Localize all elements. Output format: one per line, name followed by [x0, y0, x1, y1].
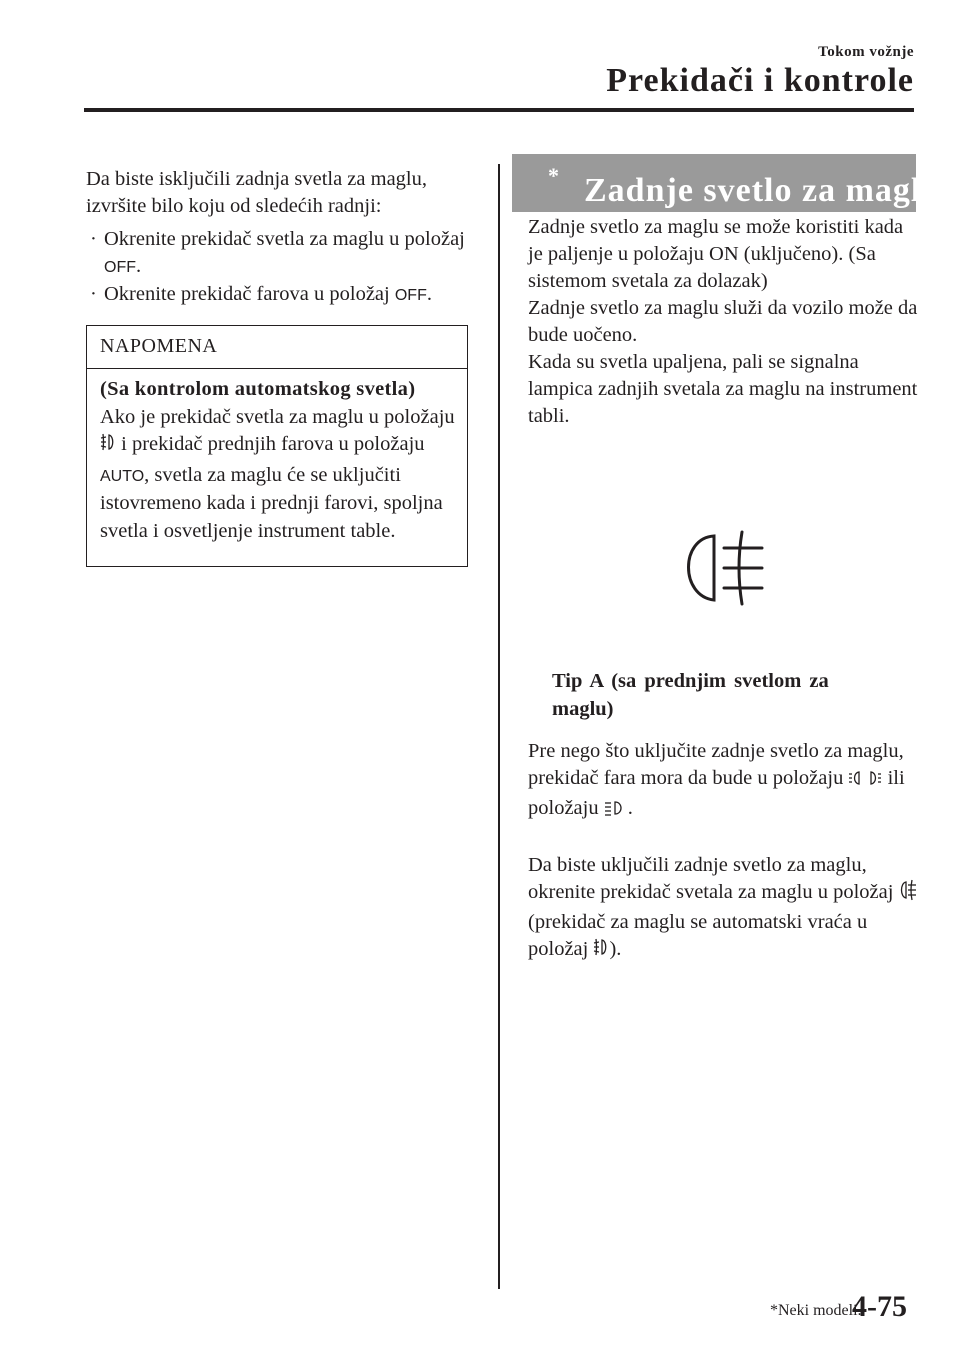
front-fog-light-icon [100, 431, 116, 462]
paragraph-4-text-b: ili položaju [528, 767, 905, 819]
bullet-text: Okrenite prekidač farova u položaj [104, 283, 390, 305]
chapter-label: Tokom vožnje [818, 44, 914, 60]
paragraph-1: Zadnje svetlo za maglu se može koristiti kada je paljenje u položaju ON (uključeno). (Sa sistemom svetala za dolazak) [528, 216, 904, 292]
column-divider [498, 164, 500, 1289]
rear-fog-light-icon [899, 879, 917, 909]
optional-equipment-mark: * [548, 163, 560, 188]
page-title: Prekidači i kontrole [606, 62, 914, 99]
paragraph-5 [528, 852, 918, 966]
paragraph-5-text-b: (prekidač za maglu se automatski vraća u položaj [528, 911, 868, 960]
note-text-1: Ako je prekidač svetla za maglu u položaju [100, 405, 455, 428]
paragraph-4-text-a: Pre nego što uključite zadnje svetlo za maglu, prekidač fara mora da bude u položaju [528, 740, 904, 789]
paragraph-5-text-a: Da biste uključili zadnje svetlo za maglu, okrenite prekidač svetala za maglu u položaj [528, 854, 894, 903]
note-text-2: i prekidač prednjih farova u položaju [121, 433, 425, 455]
footnote: *Neki modeli. [770, 1302, 862, 1319]
section-heading-text: Zadnje svetlo za maglu [584, 172, 942, 209]
paragraph-5-text-c: ). [609, 938, 622, 960]
note-text-3: , svetla za maglu će se uključiti istovremeno kada i prednji farovi, spoljna svetla i osvetljenje instrument table. [100, 463, 443, 542]
section-heading [548, 163, 942, 209]
period: . [136, 255, 142, 277]
period: . [627, 797, 633, 819]
note-heading: NAPOMENA [100, 335, 218, 357]
paragraph-4 [528, 738, 918, 825]
headlight-icon [604, 798, 628, 825]
note-body [100, 376, 457, 545]
header-divider [84, 108, 914, 112]
bullet-item-2 [86, 281, 470, 309]
front-fog-light-icon [593, 936, 609, 966]
note-subheading: (Sa kontrolom automatskog svetla) [100, 378, 416, 400]
bullet-dot: · [90, 283, 97, 305]
bullet-item-1 [86, 226, 470, 281]
figure-caption: Tip A (sa prednjim svetlom za maglu) [552, 670, 829, 720]
paragraph-2: Zadnje svetlo za maglu služi da vozilo može da bude uočeno. [528, 297, 918, 346]
auto-position-code: AUTO [100, 467, 145, 485]
left-column [86, 166, 470, 309]
bullet-text: Okrenite prekidač svetla za maglu u položaj [104, 228, 465, 250]
switch-position-code: OFF [104, 259, 136, 276]
intro-paragraph: Da biste isključili zadnja svetla za maglu, izvršite bilo koju od sledećih radnji: [86, 168, 427, 217]
right-intro [528, 214, 918, 430]
period: . [426, 283, 432, 305]
section-heading-bar [512, 154, 942, 212]
page-number: 4-75 [852, 1290, 907, 1323]
bullet-dot: · [90, 228, 97, 250]
right-instructions [528, 738, 918, 966]
rear-fog-light-icon [678, 530, 768, 615]
switch-position-code: OFF [394, 287, 427, 304]
parking-light-icon [848, 768, 882, 795]
paragraph-3: Kada su svetla upaljena, pali se signalna lampica zadnjih svetala za maglu na instrument tabli. [528, 351, 918, 427]
note-header [87, 326, 467, 369]
note-box [86, 325, 468, 567]
